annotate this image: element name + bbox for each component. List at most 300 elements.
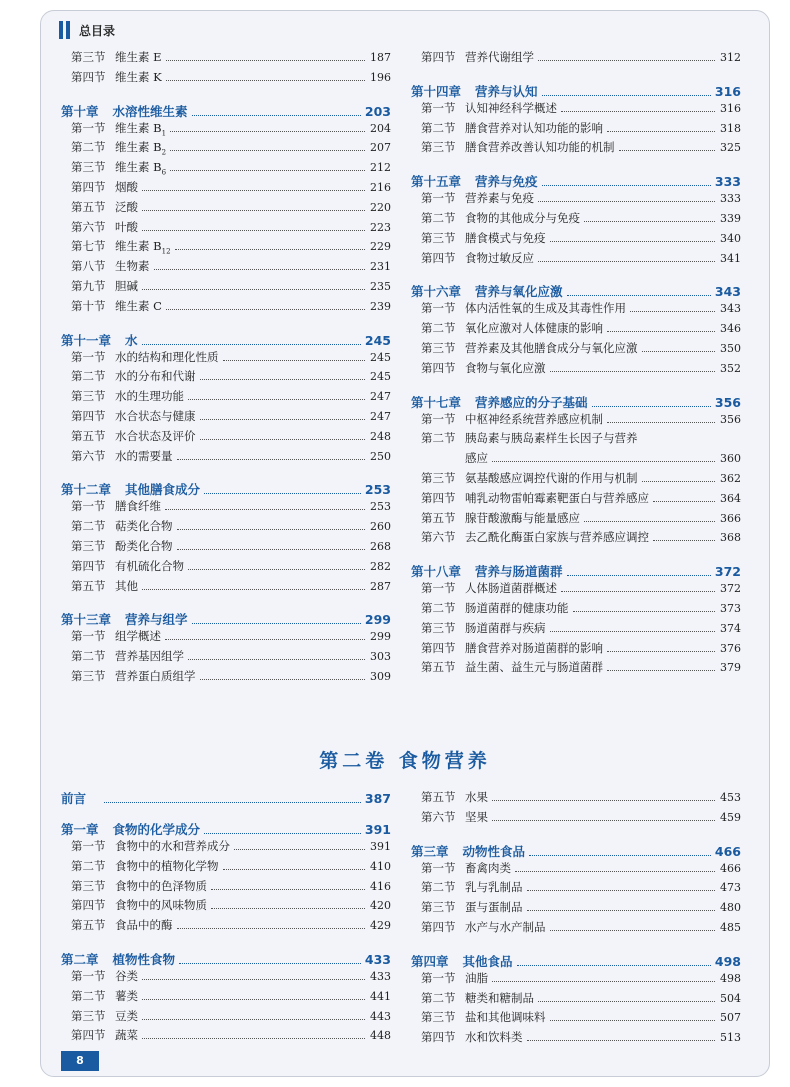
leader-dots — [527, 1040, 716, 1041]
chapter-title: 食物的化学成分 — [112, 822, 201, 837]
section-number: 第三节 — [421, 620, 456, 635]
page-ref: 253 — [364, 482, 391, 498]
section-title: 蔬菜 — [115, 1028, 138, 1043]
subscript: 2 — [161, 148, 167, 157]
section-number: 第一节 — [421, 860, 456, 875]
toc-section-row — [411, 600, 741, 620]
page-ref: 235 — [370, 279, 391, 293]
page-ref: 187 — [370, 51, 391, 64]
page-ref: 364 — [720, 491, 741, 505]
toc-section-row — [61, 878, 391, 898]
page-ref: 253 — [370, 500, 391, 514]
leader-dots — [188, 659, 365, 660]
leader-dots — [515, 871, 715, 872]
leader-dots — [542, 95, 711, 96]
leader-dots — [550, 930, 716, 931]
page-ref: 429 — [370, 919, 391, 933]
leader-dots — [177, 928, 366, 929]
section-title: 组学概述 — [115, 629, 161, 644]
page-ref: 360 — [720, 452, 741, 466]
section-title: 氨基酸感应调控代谢的作用与机制 — [465, 470, 638, 485]
page-ref: 203 — [364, 103, 391, 119]
section-number: 第三节 — [71, 1008, 106, 1023]
toc-section-row — [61, 917, 391, 937]
section-number: 第一节 — [71, 968, 106, 983]
toc-section-row — [61, 219, 391, 239]
page-ref: 204 — [370, 121, 391, 135]
toc-section-row — [61, 120, 391, 140]
subscript: 12 — [161, 247, 171, 256]
toc-section-row — [61, 897, 391, 917]
section-title: 酚类化合物 — [115, 538, 173, 553]
leader-dots — [607, 131, 715, 132]
leader-dots — [188, 569, 365, 570]
section-title: 食物中的植物化学物 — [115, 858, 219, 873]
chapter-title: 植物性食物 — [112, 951, 176, 967]
page-ref: 318 — [720, 121, 741, 135]
chapter-number: 第三章 — [411, 843, 449, 859]
chapter-heading — [61, 331, 391, 349]
section-number: 第二节 — [421, 120, 456, 135]
toc-chapter — [411, 842, 741, 939]
page-ref: 316 — [714, 83, 741, 99]
toc-section-row — [411, 620, 741, 640]
toc-chapter — [61, 820, 391, 937]
toc-section-row — [61, 199, 391, 219]
section-number: 第二节 — [421, 880, 456, 895]
left-column-top — [61, 49, 391, 688]
toc-section-row — [61, 408, 391, 428]
toc-section-row — [61, 159, 391, 179]
section-number: 第三节 — [71, 389, 106, 404]
leader-dots — [561, 591, 715, 592]
chapter-title: 其他膳食成分 — [125, 482, 201, 498]
section-number: 第五节 — [421, 510, 456, 525]
header-bar-icon — [66, 21, 70, 39]
section-title: 油脂 — [465, 970, 488, 985]
page-ref: 433 — [364, 951, 391, 967]
chapter-number: 第十五章 — [411, 174, 462, 190]
section-title: 水的结构和理化性质 — [115, 349, 219, 364]
toc-section-row — [411, 970, 741, 990]
page-ref: 391 — [370, 840, 391, 853]
page-ref: 485 — [720, 920, 741, 934]
subscript: 6 — [161, 168, 167, 177]
toc-section-row — [411, 300, 741, 320]
section-title: 体内活性氧的生成及其毒性作用 — [465, 301, 626, 316]
toc-chapter — [411, 172, 741, 269]
chapter-number: 第十六章 — [411, 284, 462, 300]
page-ref: 420 — [370, 899, 391, 913]
section-title: 畜禽肉类 — [465, 860, 511, 875]
section-title: 其他 — [115, 578, 138, 593]
section-number: 第四节 — [71, 179, 106, 194]
leader-dots — [653, 540, 715, 541]
toc-section-row — [61, 349, 391, 369]
leader-dots — [607, 651, 715, 652]
section-number: 第三节 — [421, 1010, 456, 1025]
toc-section-row — [411, 49, 741, 69]
page-ref: 498 — [714, 953, 741, 969]
page-ref: 480 — [720, 901, 741, 915]
leader-dots — [177, 529, 366, 530]
section-title: 膳食营养对认知功能的影响 — [465, 120, 603, 135]
leader-dots — [642, 351, 716, 352]
section-title: 水产与水产制品 — [465, 919, 546, 934]
toc-chapter — [411, 282, 741, 379]
page-ref: 356 — [714, 394, 741, 410]
leader-dots — [104, 802, 361, 803]
section-number: 第四节 — [421, 490, 456, 505]
leader-dots — [527, 910, 716, 911]
toc-section-row — [411, 659, 741, 679]
section-title: 感应 — [465, 451, 488, 466]
page-ref: 245 — [370, 350, 391, 364]
section-number: 第二节 — [71, 519, 106, 534]
section-title: 维生素 E — [115, 50, 162, 64]
section-title: 维生素 $B_6$ — [115, 160, 167, 177]
leader-dots — [200, 679, 366, 680]
leader-dots — [561, 111, 715, 112]
section-number: 第一节 — [71, 349, 106, 364]
leader-dots — [142, 344, 361, 345]
leader-dots — [573, 611, 716, 612]
chapter-number: 第四章 — [411, 953, 449, 969]
section-number: 第一节 — [71, 499, 106, 514]
page-ref: 247 — [370, 390, 391, 404]
chapter-number: 第十章 — [61, 103, 99, 119]
page-ref: 368 — [720, 531, 741, 545]
toc-section-row — [411, 529, 741, 549]
section-number: 第四节 — [421, 360, 456, 375]
section-number: 第一节 — [421, 191, 456, 206]
toc-section-row — [61, 139, 391, 159]
section-title: 维生素 $B_1$ — [115, 120, 167, 137]
page-ref: 376 — [720, 641, 741, 655]
page-ref: 333 — [714, 174, 741, 190]
section-title: 氧化应激对人体健康的影响 — [465, 321, 603, 336]
page-ref: 341 — [720, 251, 741, 265]
chapter-heading — [61, 102, 391, 120]
toc-section-row — [61, 368, 391, 388]
section-title: 去乙酰化酶蛋白家族与营养感应调控 — [465, 530, 649, 545]
chapter-heading — [61, 610, 391, 628]
leader-dots — [142, 999, 365, 1000]
leader-dots — [179, 963, 361, 964]
section-number: 第二节 — [421, 600, 456, 615]
page-ref: 309 — [370, 669, 391, 683]
leader-dots — [550, 1020, 716, 1021]
chapter-number: 前言 — [61, 791, 87, 806]
leader-dots — [492, 820, 715, 821]
section-number: 第十节 — [71, 298, 106, 313]
page-ref: 299 — [364, 612, 391, 628]
toc-section-row — [411, 250, 741, 270]
leader-dots — [653, 501, 715, 502]
section-number: 第四节 — [71, 558, 106, 573]
section-number: 第三节 — [71, 160, 106, 175]
section-title: 维生素 $B_{12}$ — [115, 239, 171, 256]
leader-dots — [142, 289, 365, 290]
section-number: 第一节 — [421, 581, 456, 596]
section-number: 第一节 — [421, 100, 456, 115]
section-title: 维生素 C — [115, 298, 162, 313]
page-ref: 231 — [370, 260, 391, 274]
toc-section-row — [411, 809, 741, 829]
section-title: 食物中的水和营养成分 — [115, 839, 230, 853]
toc-section-row — [411, 190, 741, 210]
toc-chapter — [61, 331, 391, 468]
toc-section-row — [411, 450, 741, 470]
section-title: 烟酸 — [115, 179, 138, 194]
section-number: 第四节 — [71, 898, 106, 913]
leader-dots — [154, 269, 366, 270]
section-title: 维生素 $B_2$ — [115, 140, 167, 157]
leader-dots — [166, 309, 365, 310]
leader-dots — [607, 422, 715, 423]
page-ref: 356 — [720, 412, 741, 426]
page-ref: 247 — [370, 409, 391, 423]
section-number: 第二节 — [71, 649, 106, 664]
page-ref: 196 — [370, 70, 391, 84]
page-ref: 325 — [720, 141, 741, 155]
toc-section-row — [61, 238, 391, 258]
leader-dots — [550, 371, 716, 372]
section-title: 食物过敏反应 — [465, 250, 534, 265]
leader-dots — [165, 509, 365, 510]
toc-section-row — [61, 69, 391, 89]
page-ref: 416 — [370, 879, 391, 893]
page-ref: 207 — [370, 141, 391, 155]
header-bar-icon — [59, 21, 63, 39]
toc-section-row — [411, 919, 741, 939]
section-title: 人体肠道菌群概述 — [465, 581, 557, 596]
page-ref: 441 — [370, 989, 391, 1003]
toc-section-row — [61, 988, 391, 1008]
section-number: 第六节 — [421, 530, 456, 545]
section-title: 维生素 K — [115, 69, 162, 84]
toc-section-row — [411, 360, 741, 380]
section-number: 第五节 — [71, 199, 106, 214]
chapter-heading — [61, 950, 391, 968]
page-ref: 433 — [370, 969, 391, 983]
leader-dots — [592, 406, 711, 407]
chapter-heading — [411, 562, 741, 580]
toc-section-row — [61, 388, 391, 408]
toc-section-row — [61, 518, 391, 538]
section-number: 第一节 — [421, 301, 456, 316]
section-title: 食品中的酶 — [115, 918, 173, 933]
leader-dots — [607, 331, 715, 332]
page-ref: 459 — [720, 810, 741, 824]
leader-dots — [538, 201, 715, 202]
toc-chapter — [411, 82, 741, 159]
section-number: 第三节 — [421, 340, 456, 355]
leader-dots — [200, 439, 366, 440]
section-title: 膳食模式与免疫 — [465, 230, 546, 245]
leader-dots — [223, 360, 366, 361]
page-ref: 387 — [364, 791, 391, 806]
leader-dots — [529, 855, 711, 856]
page-ref: 373 — [720, 601, 741, 615]
toc-section-row — [61, 648, 391, 668]
section-number: 第三节 — [421, 900, 456, 915]
leader-dots — [211, 908, 365, 909]
toc-chapter — [411, 393, 741, 550]
section-number: 第八节 — [71, 259, 106, 274]
page-ref: 498 — [720, 971, 741, 985]
section-number: 第四节 — [71, 69, 106, 84]
page-ref: 352 — [720, 361, 741, 375]
leader-dots — [200, 419, 366, 420]
page-ref: 245 — [370, 370, 391, 384]
leader-dots — [170, 131, 365, 132]
chapter-title: 营养与组学 — [125, 612, 188, 628]
section-number: 第二节 — [71, 369, 106, 384]
section-number: 第七节 — [71, 239, 106, 254]
leader-dots — [177, 549, 366, 550]
chapter-title: 营养与肠道菌群 — [475, 564, 563, 580]
section-number: 第五节 — [421, 790, 456, 804]
page-ref: 466 — [720, 861, 741, 875]
leader-dots — [584, 221, 715, 222]
chapter-title: 水 — [125, 332, 138, 348]
page-ref: 248 — [370, 429, 391, 443]
chapter-title: 其他食品 — [462, 953, 513, 969]
chapter-number: 第一章 — [61, 822, 99, 837]
section-title: 水的需要量 — [115, 448, 173, 463]
chapter-heading — [411, 172, 741, 190]
chapter-title: 水溶性维生素 — [112, 103, 188, 119]
toc-section-row — [61, 278, 391, 298]
page-ref: 223 — [370, 220, 391, 234]
page-ref: 239 — [370, 299, 391, 313]
section-title: 有机硫化合物 — [115, 558, 184, 573]
header-title: 总目录 — [79, 23, 116, 38]
toc-section-row — [61, 49, 391, 69]
leader-dots — [584, 521, 715, 522]
section-title: 肠道菌群与疾病 — [465, 620, 546, 635]
leader-dots — [142, 589, 365, 590]
page-ref: 229 — [370, 240, 391, 254]
left-column-bottom — [61, 776, 391, 1047]
page-ref: 299 — [370, 630, 391, 644]
leader-dots — [492, 981, 715, 982]
toc-section-row — [411, 470, 741, 490]
toc-section-row — [61, 1027, 391, 1047]
leader-dots — [538, 261, 715, 262]
chapter-number: 第十二章 — [61, 482, 112, 498]
chapter-number: 第十七章 — [411, 394, 462, 410]
page-ref: 366 — [720, 511, 741, 525]
page-ref: 513 — [720, 1031, 741, 1045]
toc-section-row — [411, 860, 741, 880]
leader-dots — [619, 150, 716, 151]
toc-chapter — [61, 610, 391, 687]
leader-dots — [567, 575, 711, 576]
leader-dots — [211, 889, 365, 890]
chapter-number: 第十四章 — [411, 83, 462, 99]
section-title: 生物素 — [115, 259, 150, 274]
page-ref: 333 — [720, 192, 741, 206]
section-title: 胆碱 — [115, 278, 138, 293]
section-number: 第四节 — [421, 250, 456, 265]
section-title: 腺苷酸激酶与能量感应 — [465, 510, 580, 525]
page-ref: 372 — [720, 582, 741, 596]
leader-dots — [170, 150, 365, 151]
section-title: 水的生理功能 — [115, 389, 184, 404]
page-ref: 250 — [370, 449, 391, 463]
section-title: 营养代谢组学 — [465, 50, 534, 64]
page-ref: 473 — [720, 881, 741, 895]
page-ref: 453 — [720, 791, 741, 804]
page-ref: 362 — [720, 471, 741, 485]
toc-section-row — [411, 120, 741, 140]
section-number: 第四节 — [421, 640, 456, 655]
page-ref: 312 — [720, 51, 741, 64]
section-title: 盐和其他调味料 — [465, 1010, 546, 1025]
leader-dots — [234, 849, 365, 850]
chapter-title: 营养与免疫 — [475, 174, 538, 190]
toc-section-row — [61, 668, 391, 688]
page-ref: 379 — [720, 661, 741, 675]
section-title: 食物与氧化应激 — [465, 360, 546, 375]
toc-chapter — [61, 950, 391, 1047]
leader-dots — [188, 399, 365, 400]
leader-dots — [538, 60, 715, 61]
section-number: 第三节 — [71, 50, 106, 64]
section-title: 泛酸 — [115, 199, 138, 214]
toc-chapter — [61, 789, 391, 807]
toc-section-row — [411, 580, 741, 600]
leader-dots — [177, 459, 366, 460]
page-ref: 216 — [370, 180, 391, 194]
page-ref: 346 — [720, 322, 741, 336]
page-ref: 391 — [364, 822, 391, 837]
section-number: 第五节 — [71, 428, 106, 443]
section-number: 第二节 — [421, 431, 456, 446]
page-ref: 220 — [370, 200, 391, 214]
section-number: 第四节 — [421, 50, 456, 64]
chapter-number: 第二章 — [61, 951, 99, 967]
leader-dots — [492, 800, 715, 801]
toc-section-row — [61, 428, 391, 448]
leader-dots — [142, 1019, 365, 1020]
leader-dots — [542, 185, 711, 186]
toc-section-row — [411, 139, 741, 159]
section-number: 第五节 — [421, 660, 456, 675]
page-ref: 268 — [370, 539, 391, 553]
chapter-heading — [61, 820, 391, 838]
leader-dots — [204, 493, 361, 494]
leader-dots — [538, 1001, 715, 1002]
page-ref: 245 — [364, 332, 391, 348]
section-title: 膳食营养对肠道菌群的影响 — [465, 640, 603, 655]
leader-dots — [142, 230, 365, 231]
leader-dots — [165, 639, 365, 640]
chapter-heading — [411, 393, 741, 411]
page-ref: 443 — [370, 1009, 391, 1023]
chapter-number: 第十三章 — [61, 612, 112, 628]
toc-section-row — [411, 230, 741, 250]
toc-section-row — [411, 640, 741, 660]
section-title: 蛋与蛋制品 — [465, 900, 523, 915]
section-title: 膳食营养改善认知功能的机制 — [465, 140, 615, 155]
page-ref: 350 — [720, 341, 741, 355]
toc-section-row — [61, 179, 391, 199]
toc-section-row — [61, 538, 391, 558]
toc-section-row — [411, 210, 741, 230]
